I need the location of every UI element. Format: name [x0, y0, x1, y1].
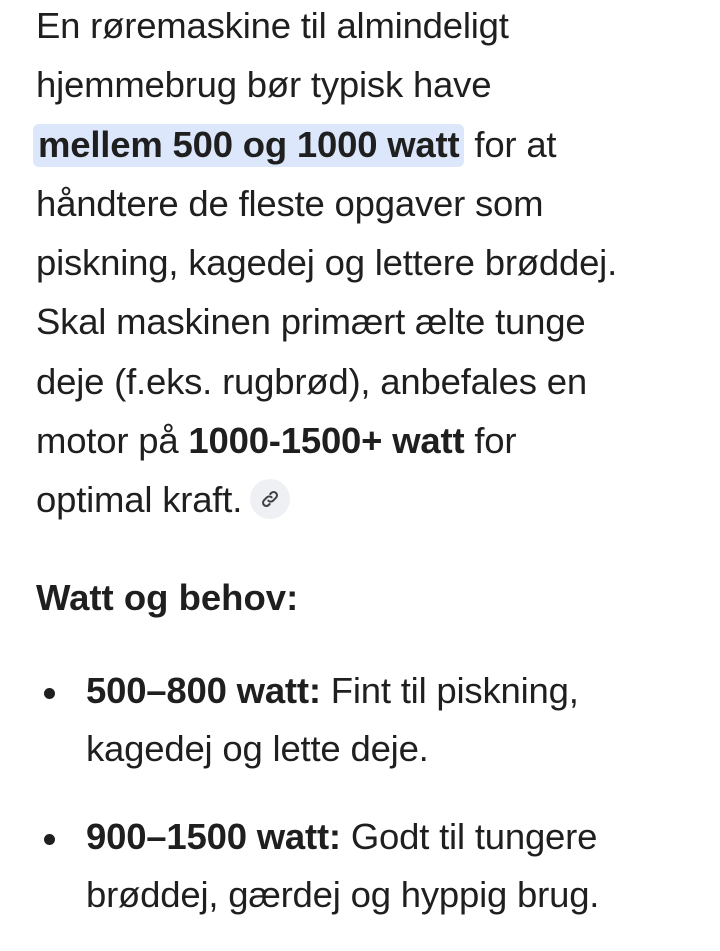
- source-link-button[interactable]: [250, 479, 290, 519]
- highlighted-answer[interactable]: mellem 500 og 1000 watt: [33, 124, 464, 167]
- section-heading: Watt og behov:: [36, 577, 299, 618]
- intro-text: for at: [464, 123, 557, 165]
- list-item-line: brøddej, gærdej og hyppig brug.: [86, 874, 600, 915]
- list-item-line: [86, 808, 716, 866]
- bullet-dot-icon: [44, 834, 55, 845]
- intro-line: [36, 411, 696, 470]
- list-item-bold: 500–800 watt:: [86, 670, 321, 711]
- link-icon: [260, 489, 280, 509]
- bullet-dot-icon: [44, 688, 55, 699]
- intro-line: deje (f.eks. rugbrød), anbefales en: [36, 360, 587, 402]
- intro-line: hjemmebrug bør typisk have: [36, 64, 492, 106]
- intro-text: for: [464, 420, 517, 462]
- intro-line: piskning, kagedej og lettere brøddej.: [36, 242, 618, 284]
- intro-text: motor på: [36, 420, 189, 462]
- list-item-rest: Godt til tungere: [340, 816, 598, 857]
- list-item-rest: Fint til piskning,: [320, 670, 579, 711]
- list-item-text: [86, 808, 716, 924]
- list-item-bold: 900–1500 watt:: [86, 816, 341, 857]
- list-item-text: [86, 662, 716, 778]
- intro-paragraph: [36, 0, 696, 530]
- intro-line: En røremaskine til almindeligt: [36, 5, 509, 46]
- intro-line: håndtere de fleste opgaver som: [36, 182, 544, 224]
- list-item-line: [86, 662, 716, 720]
- bold-wattage: 1000-1500+ watt: [188, 420, 465, 462]
- intro-line: [36, 470, 696, 529]
- intro-text: optimal kraft.: [36, 479, 243, 521]
- intro-line: Skal maskinen primært ælte tunge: [36, 301, 586, 343]
- intro-line: [36, 115, 696, 174]
- list-item-line: kagedej og lette deje.: [86, 728, 429, 769]
